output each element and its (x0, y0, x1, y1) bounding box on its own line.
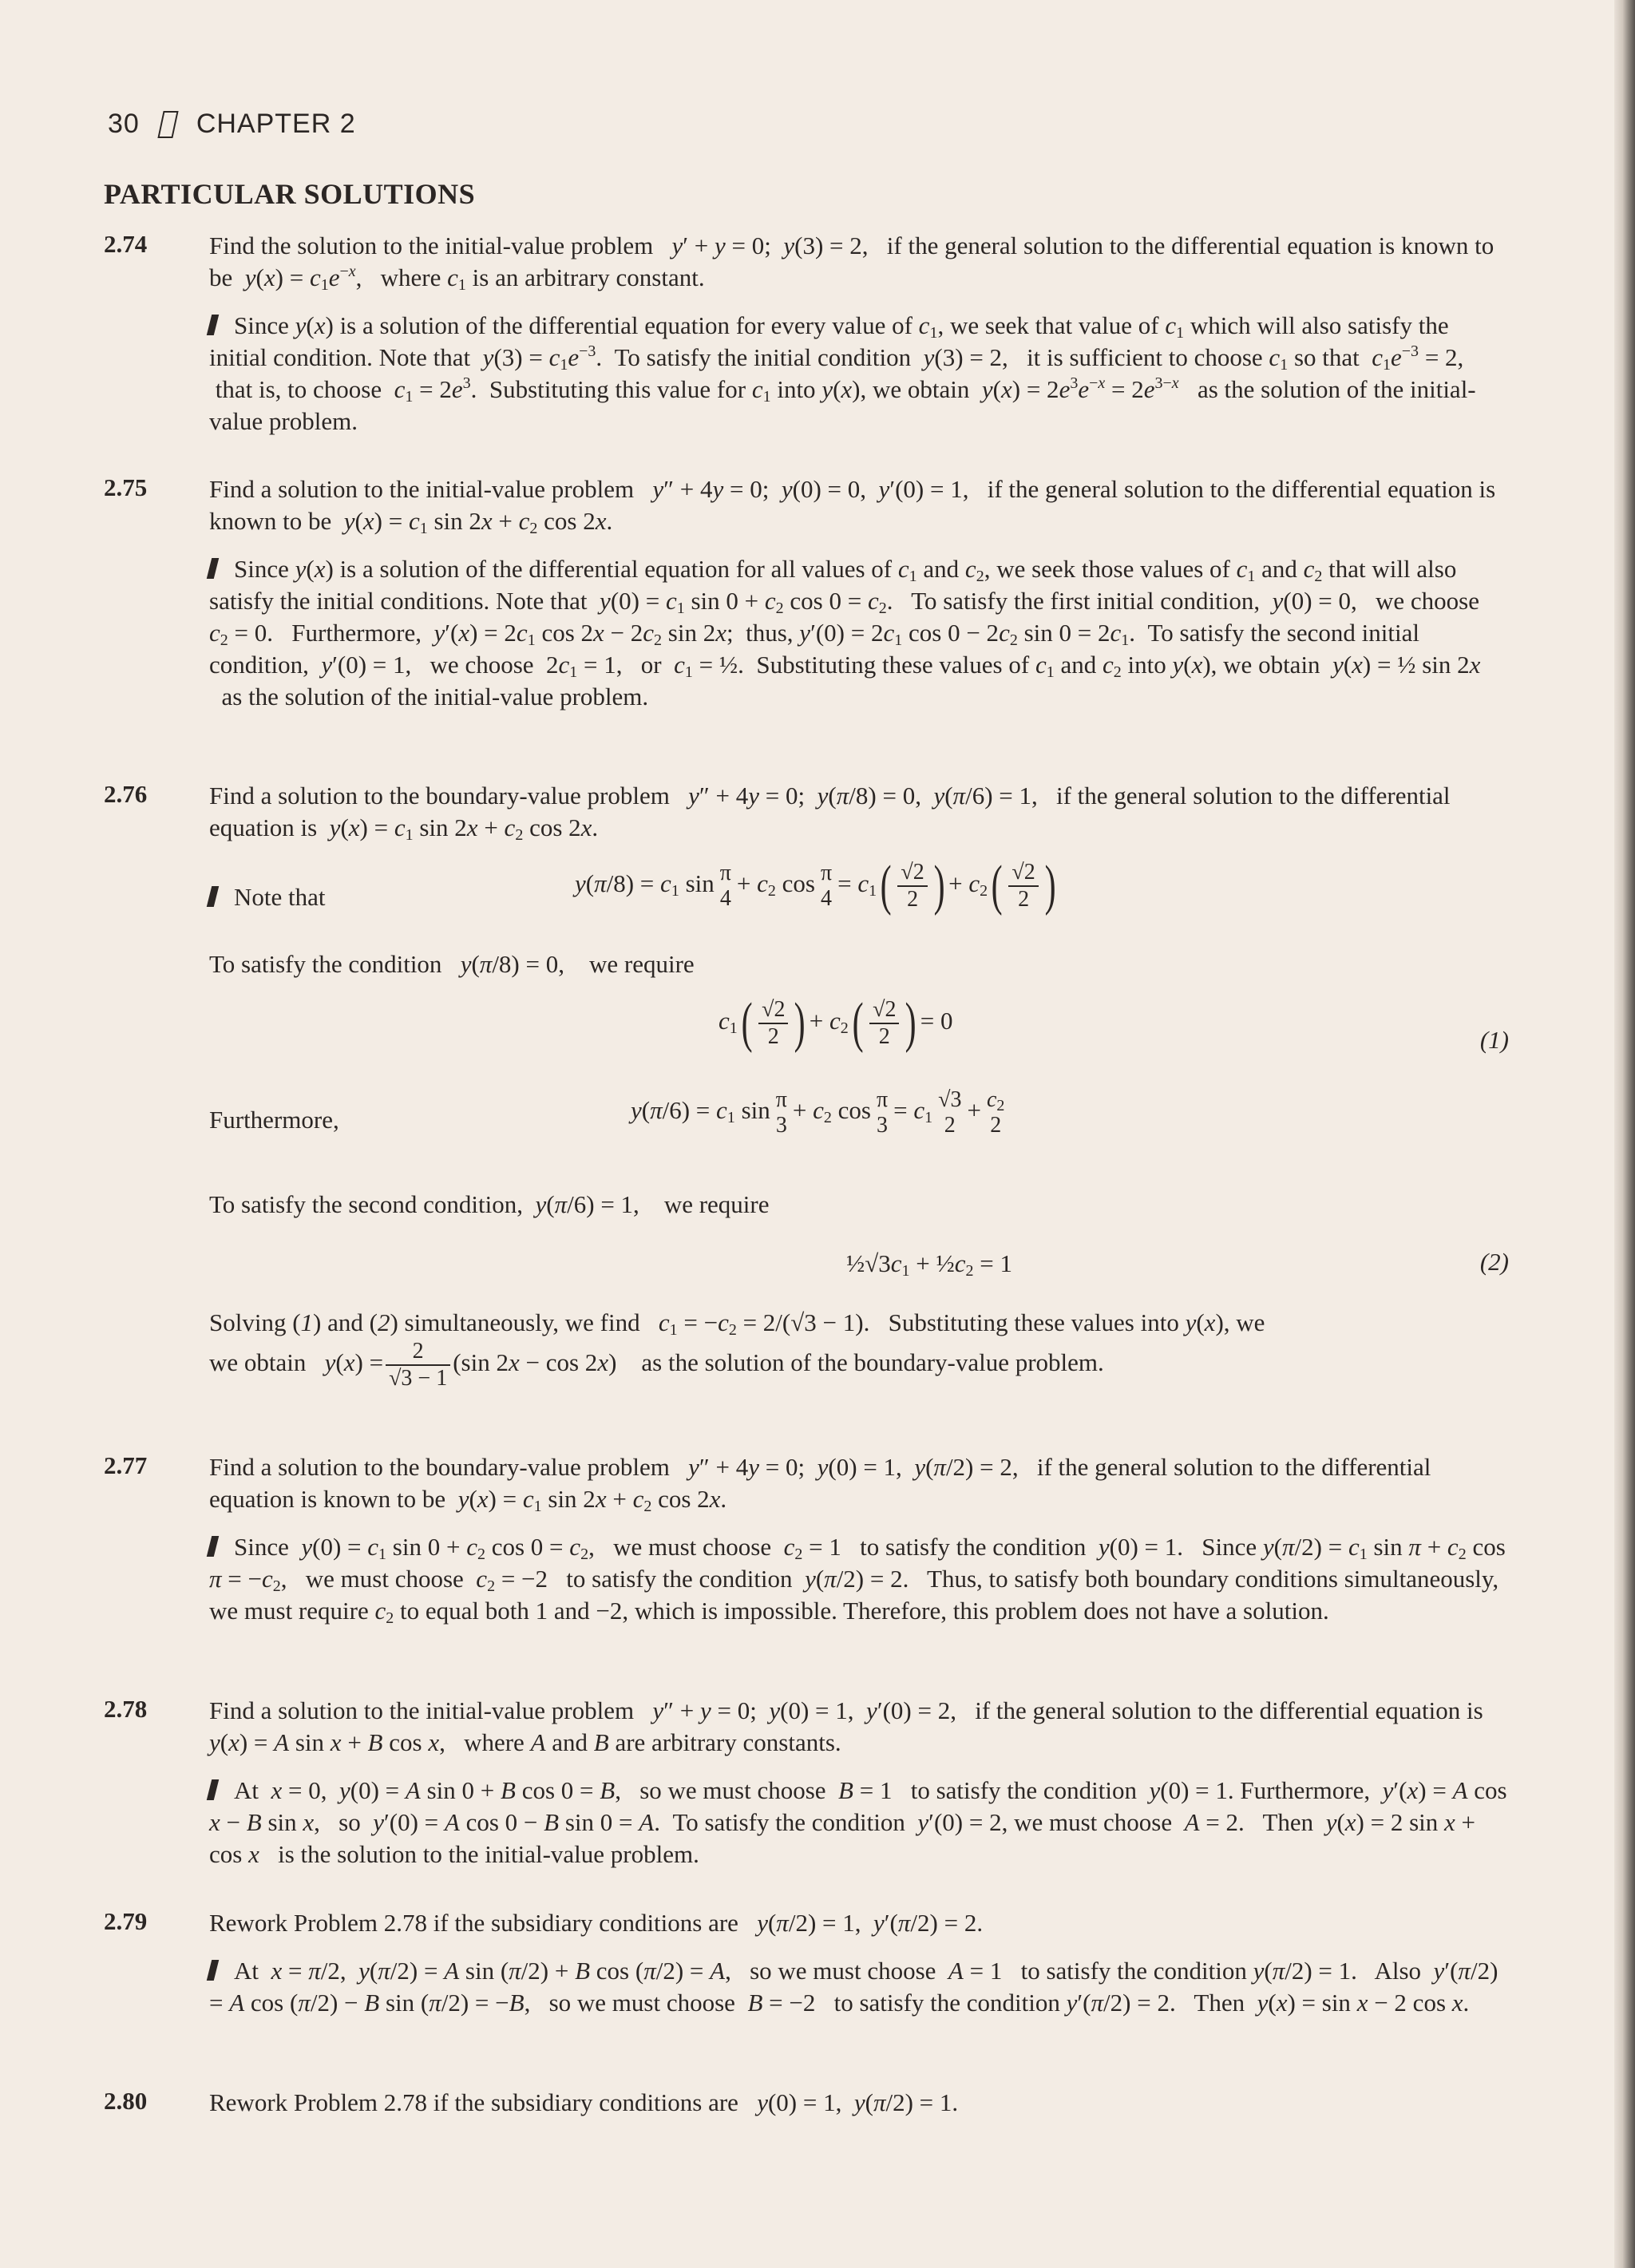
equation-y-pi-8: $y(\pi/8) = c_1$ sin π 4 + $c_2$ cos π 4 = $c_1$( $\frac{√2}{2}$ ) + $c_2$( $\frac{√2}{2}$ ) (575, 855, 1056, 916)
problem-body (209, 230, 1509, 437)
problem-body (209, 1695, 1509, 1870)
solution: Since y(x) is a solution of the differential equation for all values of $c_1$ and $c_2$, we seek those values of $c_1$ and $c_2$ that will also satisfy the initial conditions. Note that $y(0) = c_1$ $\sin 0 + c_2$ $\cos 0 = c_2$. To satisfy the first initial condition, y(0) = 0, we choose $c_2 = 0$. Furthermore, $y'(x) = 2c_1$ $\cos 2x - 2c_2$ sin 2x; thus, $y'(0) = 2c_1$ $\cos 0 - 2c_2$ $\sin 0 = 2c_1$. To satisfy the second initial condition, y′(0) = 1, we choose $2c_1 = 1$, or $c_1$ = ½. Substituting these values of $c_1$ and $c_2$ into y(x), we obtain y(x) = ½ sin 2x as the solution of the initial-value problem. (209, 553, 1509, 713)
problem-number: 2.76 (104, 780, 148, 808)
solution-marker-icon (207, 886, 219, 907)
problem-number: 2.78 (104, 1695, 148, 1723)
solution-marker-icon (207, 315, 219, 335)
page-number: 30 (108, 109, 140, 139)
section-title: PARTICULAR SOLUTIONS (104, 178, 476, 210)
equation-1: $c_1$( $\frac{√2}{2}$ ) + $c_2$( $\frac{√2}{2}$ ) = 0 (719, 992, 953, 1054)
problem-body (209, 473, 1509, 713)
solution-marker-icon (207, 1779, 219, 1800)
problem-body (209, 2087, 1509, 2119)
note-that-label: Note that (209, 881, 326, 913)
solution: At x = 0, y(0) = A sin 0 + B cos 0 = B, so we must choose B = 1 to satisfy the condition y(0) = 1. Furthermore, y′(x) = A cos x − B sin x, so y′(0) = A cos 0 − B sin 0 = A. To satisfy the condition y′(0) = 2, we must choose A = 2. Then y(x) = 2 sin x + cos x is the solution to the initial-value problem. (209, 1775, 1509, 1870)
solution: Since y(x) is a solution of the differential equation for every value of $c_1$, we seek that value of $c_1$ which will also satisfy the initial condition. Note that $y(3) = c_1e^{-3}$. To satisfy the initial condition y(3) = 2, it is sufficient to choose $c_1$ so that $c_1e^{-3} = 2$, that is, to choose $c_1 = 2e^3$. Substituting this value for $c_1$ into y(x), we obtain $y(x) = 2e^3e^{-x} = 2e^{3-x}$ as the solution of the initial-value problem. (209, 310, 1509, 437)
page-edge-shadow (1614, 0, 1635, 2268)
solution-marker-icon (207, 1536, 219, 1557)
problem-statement: Rework Problem 2.78 if the subsidiary conditions are y(0) = 1, y(π/2) = 1. (209, 2088, 959, 2116)
problem-number: 2.74 (104, 230, 148, 258)
problem-statement: Find a solution to the boundary-value problem y″ + 4y = 0; y(0) = 1, y(π/2) = 2, if the general solution to the differential equation is known to be $y(x) = c_1$ $\sin 2x + c_2$ cos 2x. (209, 1453, 1431, 1515)
problem-statement: Find the solution to the initial-value problem y′ + y = 0; y(3) = 2, if the general solution to the differential equation is known to be $y(x) = c_1e^{-x}$, where $c_1$ is an arbitrary constant. (209, 232, 1494, 294)
problem-number: 2.77 (104, 1451, 148, 1479)
problem-number: 2.79 (104, 1907, 148, 1935)
problem-statement: Find a solution to the boundary-value problem y″ + 4y = 0; y(π/8) = 0, y(π/6) = 1, if the general solution to the differential equation is $y(x) = c_1$ $\sin 2x + c_2$ cos 2x. (209, 782, 1451, 844)
solving-text: Solving (1) and (2) simultaneously, we find $c_1 = -c_2 = 2/(√3 - 1)$. Substituting these values into y(x), we (209, 1308, 1265, 1339)
problem-body (209, 1907, 1509, 2019)
problem-statement: Find a solution to the initial-value problem y″ + y = 0; y(0) = 1, y′(0) = 2, if the general solution to the differential equation is y(x) = A sin x + B cos x, where A and B are arbitrary constants. (209, 1696, 1483, 1756)
solution: Since $y(0) = c_1$ $\sin 0 + c_2$ $\cos 0 = c_2$, we must choose $c_2 = 1$ to satisfy the condition y(0) = 1. Since $y(\pi/2) = c_1$ $\sin \pi + c_2$ $\cos \pi = -c_2$, we must choose $c_2 = -2$ to satisfy the condition y(π/2) = 2. Thus, to satisfy both boundary conditions simultaneously, we must require $c_2$ to equal both 1 and −2, which is impossible. Therefore, this problem does not have a solution. (209, 1531, 1509, 1627)
problem-statement: Rework Problem 2.78 if the subsidiary conditions are y(π/2) = 1, y′(π/2) = 2. (209, 1909, 984, 1937)
solution: At x = π/2, y(π/2) = A sin (π/2) + B cos (π/2) = A, so we must choose A = 1 to satisfy the condition y(π/2) = 1. Also y′(π/2) = A cos (π/2) − B sin (π/2) = −B, so we must choose B = −2 to satisfy the condition y′(π/2) = 2. Then y(x) = sin x − 2 cos x. (209, 1955, 1509, 2019)
solution-marker-icon (207, 558, 219, 579)
equation-tag-2: (2) (1479, 1248, 1509, 1276)
problem-number: 2.80 (104, 2087, 148, 2115)
obtain-text: we obtain y(x) = $\frac{2}{√3 - 1}$ (sin 2x − cos 2x) as the solution of the boundary-value problem. (209, 1339, 1104, 1391)
equation-2: $\frac{1}{2}√3c_1$ + $\frac{1}{2}c_2 = 1$ (846, 1249, 1013, 1280)
problem-body (209, 780, 1509, 844)
chapter-label: CHAPTER 2 (196, 109, 356, 139)
problem-statement: Find a solution to the initial-value problem y″ + 4y = 0; y(0) = 0, y′(0) = 1, if the general solution to the differential equation is known to be $y(x) = c_1$ $\sin 2x + c_2$ cos 2x. (209, 475, 1496, 537)
solution-marker-icon (207, 1960, 219, 1981)
condition-text: To satisfy the condition y(π/8) = 0, we require (209, 950, 695, 978)
equation-tag-1: (1) (1479, 1026, 1509, 1054)
second-condition-text: To satisfy the second condition, y(π/6) = 1, we require (209, 1190, 770, 1218)
problem-2-76 (104, 780, 1509, 1419)
problem-body (209, 1451, 1509, 1627)
problem-number: 2.75 (104, 473, 148, 501)
equation-y-pi-6: $y(\pi/6) = c_1$ sin π 3 + $c_2$ cos π 3 = $c_1$ √3 2 + $c_2$ 2 (631, 1087, 1005, 1138)
running-head (108, 109, 356, 140)
furthermore-label: Furthermore, (209, 1106, 339, 1134)
separator-box-icon (157, 111, 178, 138)
